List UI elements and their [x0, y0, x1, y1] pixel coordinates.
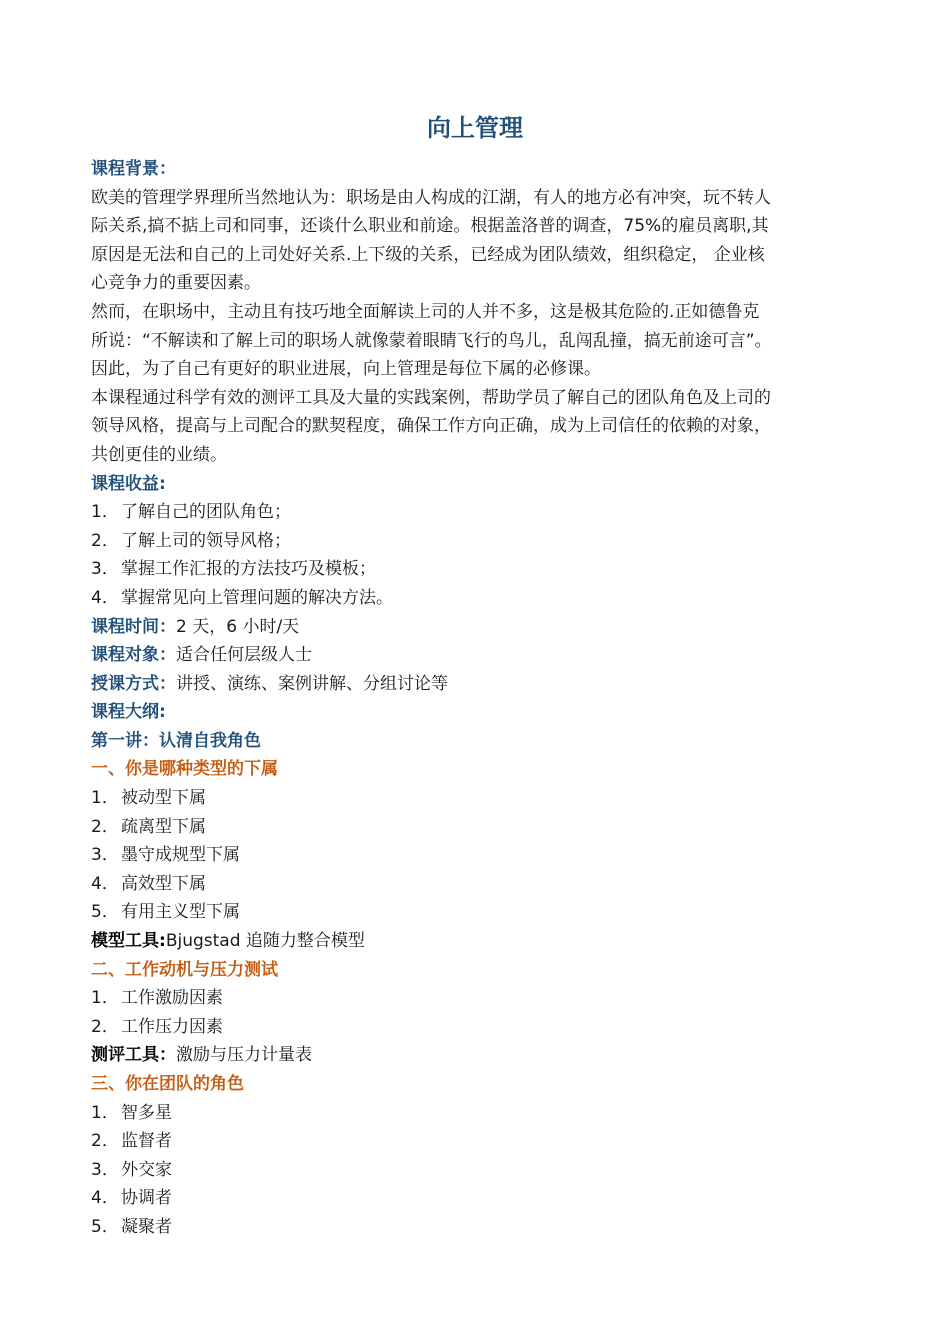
background-line: 领导风格，提高与上司配合的默契程度，确保工作方向正确，成为上司信任的依赖的对象，	[91, 416, 771, 437]
background-line: 欧美的管理学界理所当然地认为：职场是由人构成的江湖，有人的地方必有冲突，玩不转人	[91, 187, 771, 208]
item-number: 1．	[91, 988, 119, 1009]
background-heading: 课程背景：	[91, 159, 176, 179]
item-number: 1．	[91, 1102, 119, 1123]
item-number: 2．	[91, 530, 119, 551]
background-line: 共创更佳的业绩。	[91, 444, 227, 465]
item-number: 3．	[91, 1159, 119, 1180]
background-line: 原因是无法和自己的上司处好关系.上下级的关系，已经成为团队绩效，组织稳定， 企业核	[91, 244, 765, 265]
course-time	[91, 613, 881, 642]
course-audience	[91, 641, 881, 670]
course-method	[91, 670, 881, 699]
list-item	[91, 1213, 881, 1242]
background-line: 心竞争力的重要因素。	[91, 273, 261, 294]
list-item	[91, 1156, 881, 1185]
item-number: 2．	[91, 816, 119, 837]
item-text: 外交家	[121, 1159, 172, 1180]
list-item	[91, 1127, 881, 1156]
background-line: 本课程通过科学有效的测评工具及大量的实践案例，帮助学员了解自己的团队角色及上司的	[91, 387, 771, 408]
tool-label: 模型工具:	[91, 931, 166, 952]
section-title: 一、你是哪种类型的下属	[91, 759, 278, 780]
list-item	[91, 1013, 881, 1042]
tool-label: 测评工具：	[91, 1045, 176, 1066]
tool-value: Bjugstad 追随力整合模型	[165, 931, 365, 952]
list-item	[91, 870, 881, 899]
item-number: 5．	[91, 1216, 119, 1237]
background-line: 因此，为了自己有更好的职业进展，向上管理是每位下属的必修课。	[91, 359, 601, 380]
course-time-label: 课程时间：	[91, 616, 176, 637]
item-text: 了解自己的团队角色；	[121, 502, 291, 523]
list-item	[91, 1184, 881, 1213]
item-text: 有用主义型下属	[121, 902, 240, 923]
item-text: 墨守成规型下属	[121, 845, 240, 866]
item-number: 1．	[91, 788, 119, 809]
section-title: 三、你在团队的角色	[91, 1074, 244, 1094]
item-number: 4．	[91, 1188, 119, 1209]
section-title: 二、工作动机与压力测试	[91, 959, 278, 980]
item-number: 3．	[91, 845, 119, 866]
item-text: 疏离型下属	[121, 816, 206, 837]
course-method-value: 讲授、演练、案例讲解、分组讨论等	[176, 673, 448, 694]
list-item	[91, 898, 881, 927]
document-body	[91, 155, 881, 1242]
tool-line	[91, 927, 881, 956]
item-text: 协调者	[121, 1188, 172, 1209]
item-number: 1．	[91, 502, 119, 523]
item-text: 凝聚者	[121, 1216, 172, 1237]
benefit-item	[91, 498, 881, 527]
document-title: 向上管理	[427, 114, 523, 142]
item-number: 4．	[91, 873, 119, 894]
item-text: 工作激励因素	[121, 988, 223, 1009]
item-text: 掌握常见向上管理问题的解决方法。	[121, 587, 393, 608]
list-item	[91, 784, 881, 813]
item-number: 2．	[91, 1131, 119, 1152]
item-text: 掌握工作汇报的方法技巧及模板；	[121, 559, 376, 580]
background-line: 所说：“不解读和了解上司的职场人就像蒙着眼睛飞行的鸟儿，乱闯乱撞，搞无前途可言”。	[91, 330, 772, 351]
item-text: 被动型下属	[121, 788, 206, 809]
benefit-item	[91, 584, 881, 613]
list-item	[91, 813, 881, 842]
item-number: 2．	[91, 1016, 119, 1037]
item-text: 智多星	[121, 1102, 172, 1123]
lecture-title: 第一讲：认清自我角色	[91, 730, 261, 751]
list-item	[91, 984, 881, 1013]
outline-heading: 课程大纲:	[91, 702, 166, 723]
item-number: 4．	[91, 587, 119, 608]
list-item	[91, 1099, 881, 1128]
course-audience-label: 课程对象：	[91, 645, 176, 666]
background-line: 然而，在职场中，主动且有技巧地全面解读上司的人并不多，这是极其危险的.正如德鲁克	[91, 301, 760, 322]
item-number: 5．	[91, 902, 119, 923]
item-text: 监督者	[121, 1131, 172, 1152]
course-time-value: 2 天，6 小时/天	[176, 616, 300, 637]
benefit-item	[91, 527, 881, 556]
list-item	[91, 841, 881, 870]
course-method-label: 授课方式：	[91, 673, 176, 694]
item-text: 了解上司的领导风格；	[121, 530, 291, 551]
background-line: 际关系,搞不掂上司和同事，还谈什么职业和前途。根据盖洛普的调查，75%的雇员离职,其	[91, 216, 769, 237]
item-text: 工作压力因素	[121, 1016, 223, 1037]
benefits-heading: 课程收益:	[91, 473, 166, 494]
item-text: 高效型下属	[121, 873, 206, 894]
item-number: 3．	[91, 559, 119, 580]
benefit-item	[91, 555, 881, 584]
tool-line	[91, 1041, 881, 1070]
course-audience-value: 适合任何层级人士	[176, 645, 312, 666]
tool-value: 激励与压力计量表	[176, 1045, 312, 1066]
